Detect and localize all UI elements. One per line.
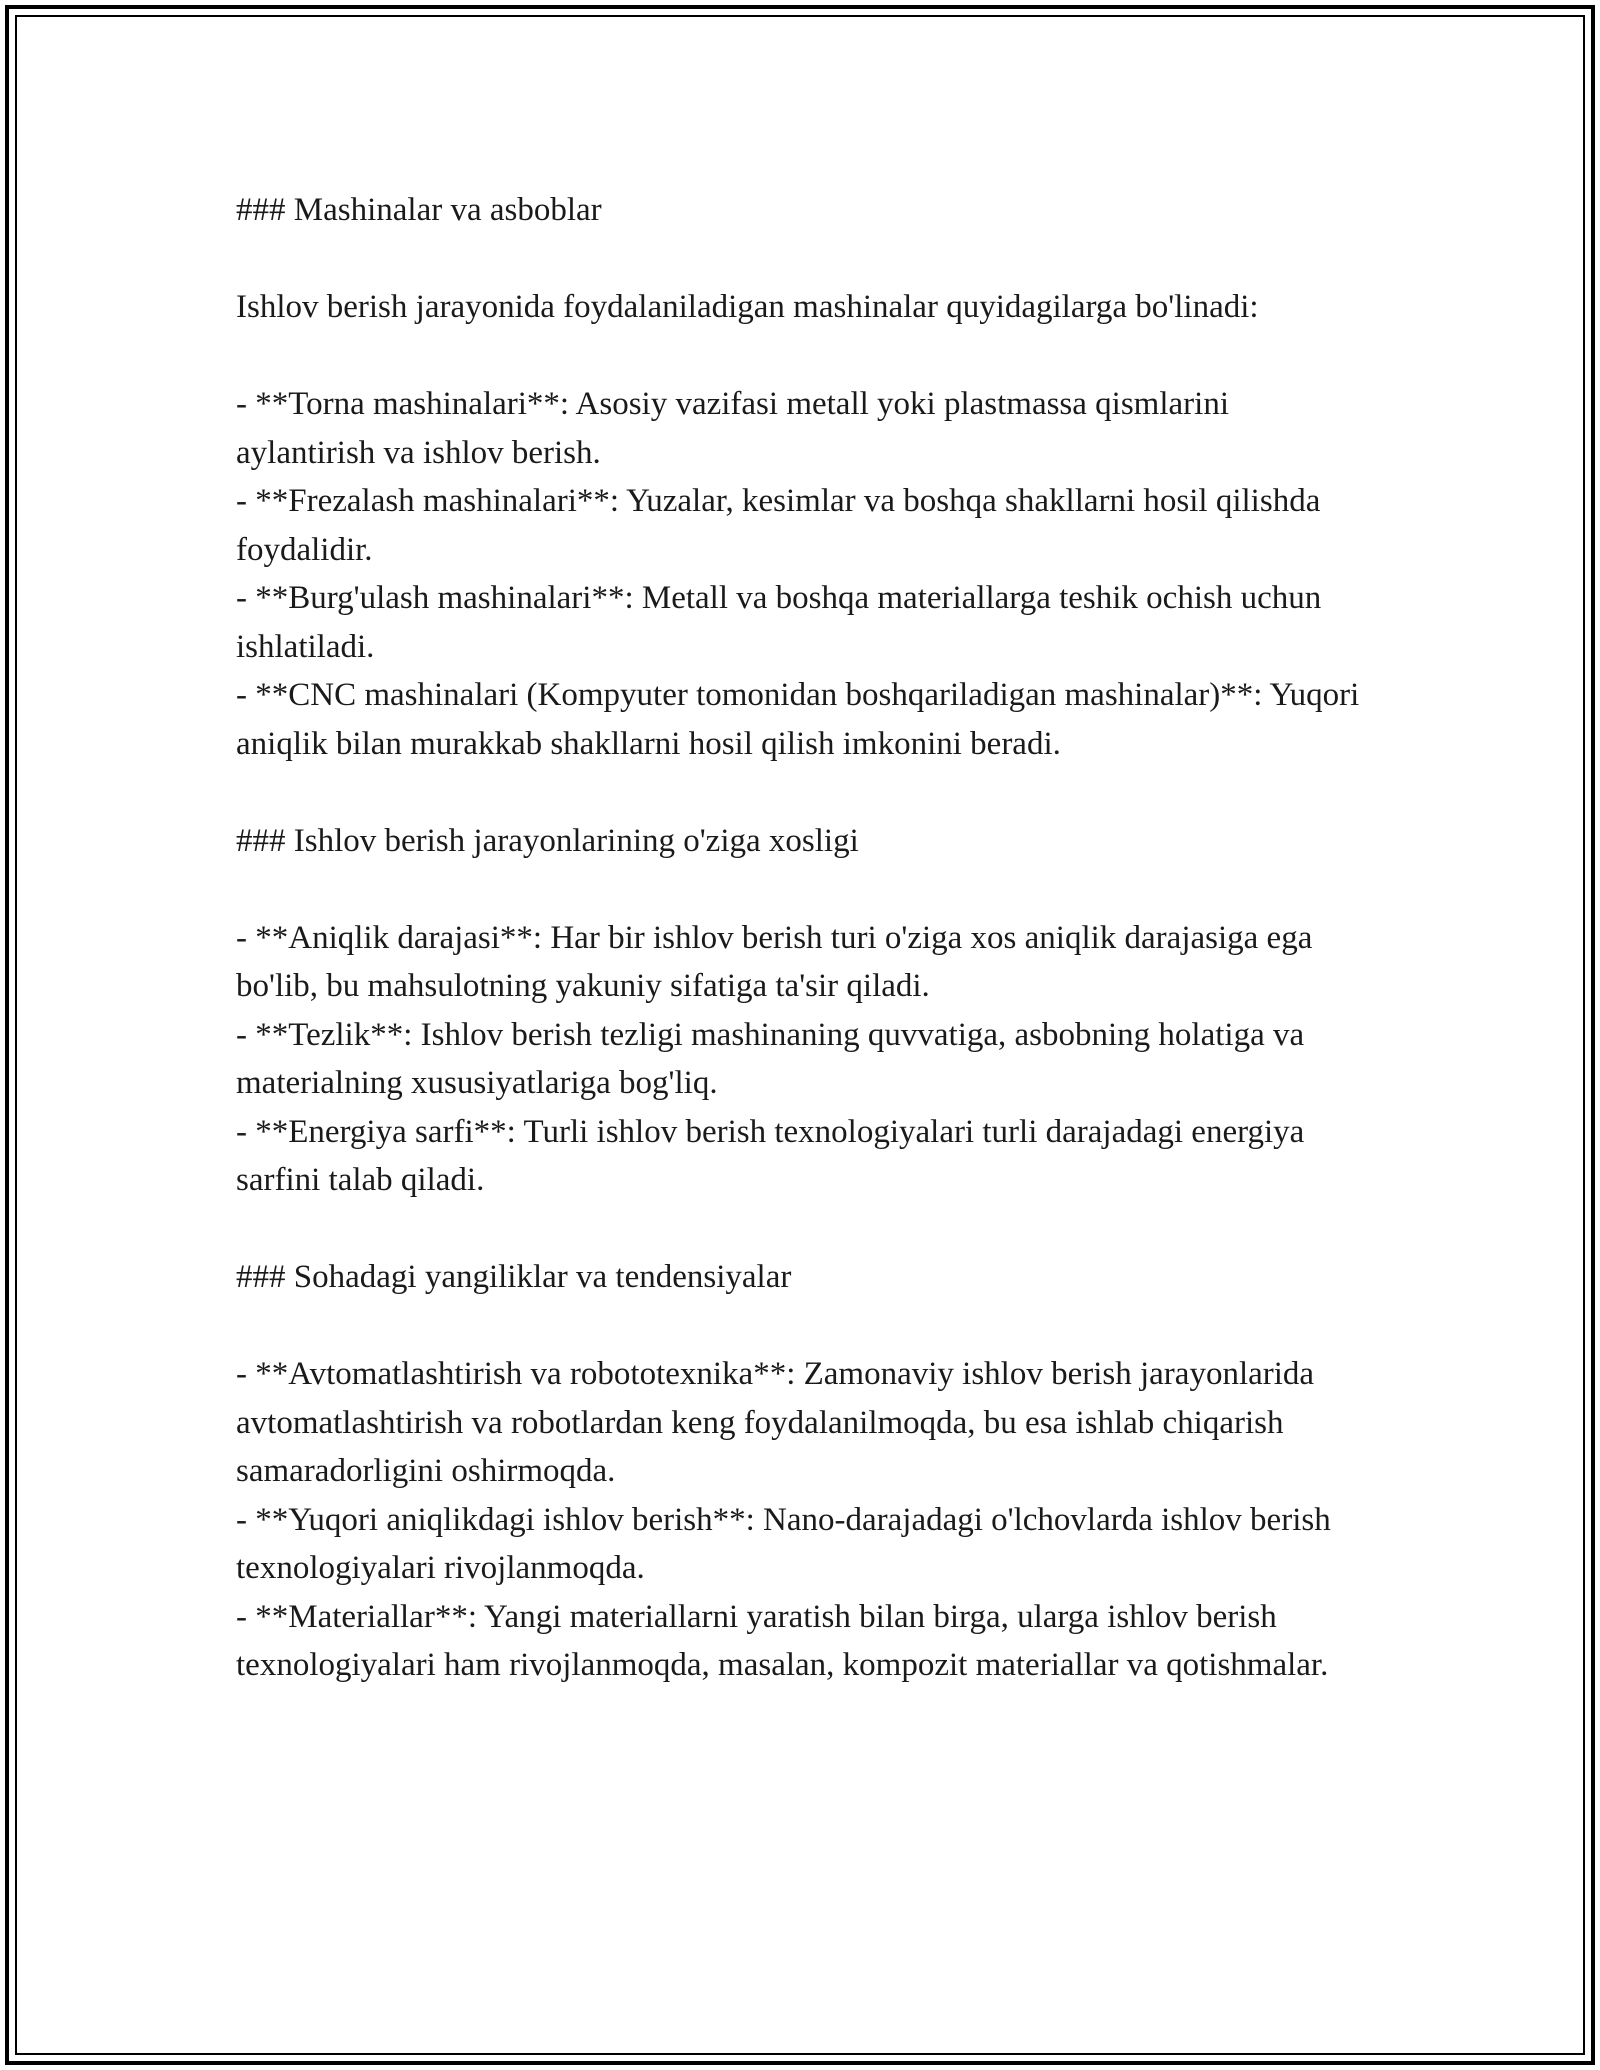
list-item: - **CNC mashinalari (Kompyuter tomonidan boshqariladigan mashinalar)**: Yuqori aniqlik bilan murakkab shakllarni hosil qilish imkonini beradi. <box>236 677 1368 762</box>
list-item: - **Avtomatlashtirish va robototexnika**: Zamonaviy ishlov berish jarayonlarida avtomatlashtirish va robotlardan keng foydalanilmoqda, bu esa ishlab chiqarish samaradorligini oshirmoqda. <box>236 1356 1323 1489</box>
list-item: - **Energiya sarfi**: Turli ishlov berish texnologiyalari turli darajadagi energiya sarfini talab qiladi. <box>236 1113 1313 1198</box>
heading-text: ### Ishlov berish jarayonlarining o'ziga xosligi <box>236 822 859 859</box>
section-heading-specifics <box>236 817 1366 866</box>
document-body <box>236 186 1366 1738</box>
list-item: - **Yuqori aniqlikdagi ishlov berish**: Nano-darajadagi o'lchovlarda ishlov berish texnologiyalari rivojlanmoqda. <box>236 1501 1339 1586</box>
trends-list <box>236 1350 1366 1690</box>
intro-text: Ishlov berish jarayonida foydalaniladigan mashinalar quyidagilarga bo'linadi: <box>236 289 1259 325</box>
list-item: - **Burg'ulash mashinalari**: Metall va boshqa materiallarga teshik ochish uchun ishlatiladi. <box>236 580 1330 665</box>
machine-list <box>236 380 1366 768</box>
list-item: - **Torna mashinalari**: Asosiy vazifasi metall yoki plastmassa qismlarini aylantirish va ishlov berish. <box>236 386 1238 471</box>
section-heading-trends <box>236 1253 1366 1302</box>
list-item: - **Aniqlik darajasi**: Har bir ishlov berish turi o'ziga xos aniqlik darajasiga ega bo'lib, bu mahsulotning yakuniy sifatiga ta'sir qiladi. <box>236 919 1321 1004</box>
section-heading-machines <box>236 186 1366 235</box>
list-item: - **Materiallar**: Yangi materiallarni yaratish bilan birga, ularga ishlov berish texnologiyalari ham rivojlanmoqda, masalan, kompozit materiallar va qotishmalar. <box>236 1598 1329 1683</box>
specifics-list <box>236 914 1366 1205</box>
section-intro-paragraph <box>236 283 1366 332</box>
heading-text: ### Mashinalar va asboblar <box>236 192 602 228</box>
heading-text: ### Sohadagi yangiliklar va tendensiyalar <box>236 1259 792 1295</box>
list-item: - **Tezlik**: Ishlov berish tezligi mashinaning quvvatiga, asbobning holatiga va materialning xususiyatlariga bog'liq. <box>236 1016 1313 1101</box>
list-item: - **Frezalash mashinalari**: Yuzalar, kesimlar va boshqa shakllarni hosil qilishda foydalidir. <box>236 483 1329 568</box>
